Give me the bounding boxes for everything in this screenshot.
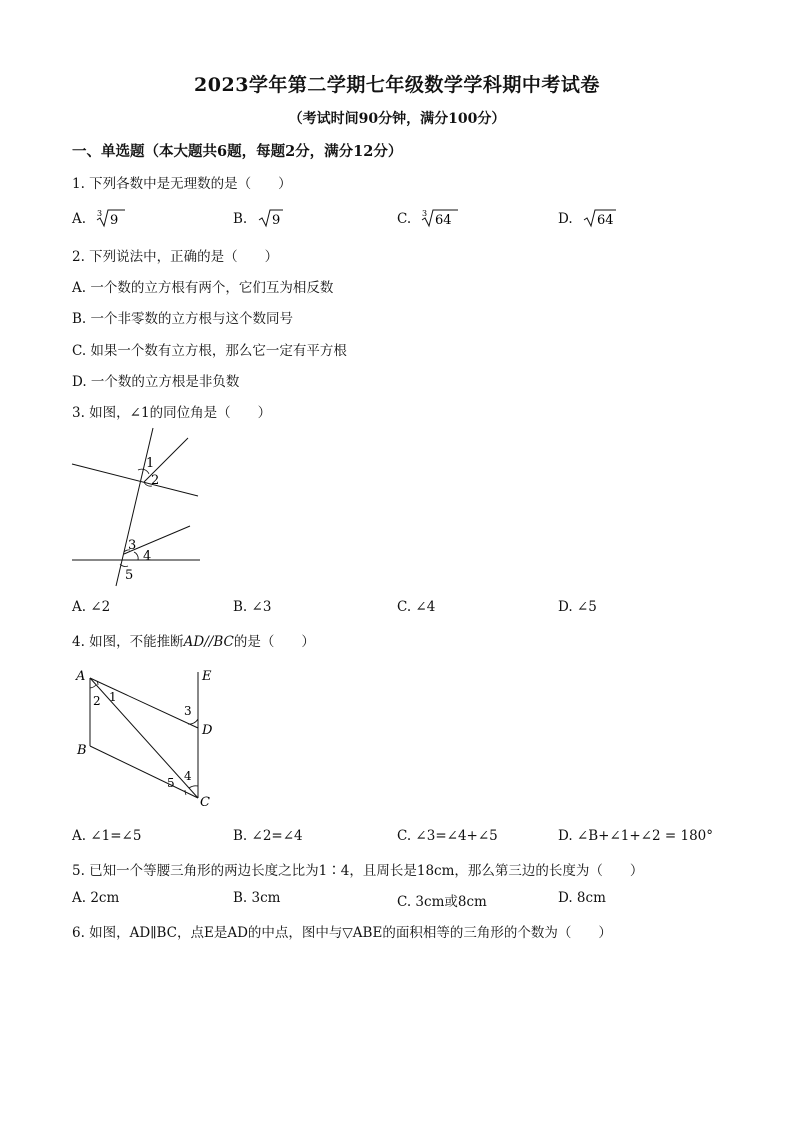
q2-option-a[interactable]: A. 一个数的立方根有两个，它们互为相反数 [72,280,334,296]
square-root-icon [583,208,617,228]
q2-option-c[interactable]: C. 如果一个数有立方根，那么它一定有平方根 [72,343,347,359]
option-letter: B. [233,211,248,227]
question-4-stem [72,630,315,650]
q3-option-c[interactable]: C. ∠4 [397,599,436,615]
angle-label-5: 5 [125,568,134,583]
cube-root-icon [421,208,459,228]
angle-label-1: 1 [109,690,117,704]
angle-label-3: 3 [184,704,192,718]
q5-option-c[interactable]: C. 3cm或8cm [397,894,487,910]
q4-stem-prefix: 4. 如图，不能推断 [72,634,184,650]
radicand: 9 [271,213,280,228]
q2-option-d[interactable]: D. 一个数的立方根是非负数 [72,374,240,390]
angle-label-4: 4 [143,549,152,564]
q4-figure [72,664,222,812]
root-index: 3 [97,209,103,218]
segment-bc [90,746,198,798]
q1-option-b[interactable] [233,208,284,228]
q3-option-a[interactable]: A. ∠2 [72,599,111,615]
angle-2-arc [90,685,96,688]
q5-option-b[interactable]: B. 3cm [233,890,281,906]
root-index: 3 [422,209,428,218]
radicand: 64 [596,213,614,228]
q1-option-d[interactable] [558,208,617,228]
q1-option-a[interactable] [72,208,126,228]
segment-ac [90,678,198,798]
q4-stem-math: AD//BC [183,634,234,650]
point-c: C [200,795,210,810]
option-letter: A. [72,211,87,227]
q5-option-d[interactable]: D. 8cm [558,890,606,906]
point-d: D [202,723,213,738]
radicand: 9 [110,213,119,228]
q5-option-a[interactable]: A. 2cm [72,890,120,906]
angle-3-arc [188,719,198,724]
angle-label-3: 3 [128,538,137,553]
point-e: E [202,669,212,684]
q3-option-d[interactable]: D. ∠5 [558,599,597,615]
question-6-stem: 6. 如图，AD∥BC，点E是AD的中点，图中与▽ABE的面积相等的三角形的个数为（ ） [72,925,612,941]
option-letter: C. [397,211,412,227]
question-3-stem: 3. 如图，∠1的同位角是（ ） [72,405,272,421]
angle-4-arc [134,552,138,560]
question-2-stem: 2. 下列说法中，正确的是（ ） [72,249,279,265]
angle-label-2: 2 [93,694,101,708]
q4-option-a[interactable]: A. ∠1=∠5 [72,828,142,844]
line-upper [72,464,198,496]
angle-label-2: 2 [151,473,160,488]
exam-subtitle: （考试时间90分钟，满分100分） [288,111,506,127]
question-5-stem: 5. 已知一个等腰三角形的两边长度之比为1∶4，且周长是18cm，那么第三边的长度为（ ） [72,863,644,879]
option-letter: D. [558,211,573,227]
cube-root-icon [96,208,126,228]
q1-option-c[interactable] [397,208,459,228]
q3-figure [68,424,208,590]
radicand: 64 [435,213,452,228]
q3-option-b[interactable]: B. ∠3 [233,599,272,615]
angle-label-1: 1 [146,456,155,471]
exam-title: 2023学年第二学期七年级数学学科期中考试卷 [194,74,600,96]
point-a: A [76,669,86,684]
q4-stem-suffix: 的是（ ） [233,634,315,650]
question-1-stem: 1. 下列各数中是无理数的是（ ） [72,176,292,192]
angle-4-arc [189,786,198,788]
angle-label-5: 5 [167,776,175,790]
segment-ad [90,678,198,728]
q2-option-b[interactable]: B. 一个非零数的立方根与这个数同号 [72,311,294,327]
q4-option-c[interactable]: C. ∠3=∠4+∠5 [397,828,498,844]
angle-label-4: 4 [184,769,192,783]
square-root-icon [258,208,284,228]
q4-option-d[interactable]: D. ∠B+∠1+∠2 = 180° [558,828,713,844]
section-heading: 一、单选题（本大题共6题，每题2分，满分12分） [72,143,403,160]
point-b: B [77,743,87,758]
q4-option-b[interactable]: B. ∠2=∠4 [233,828,303,844]
